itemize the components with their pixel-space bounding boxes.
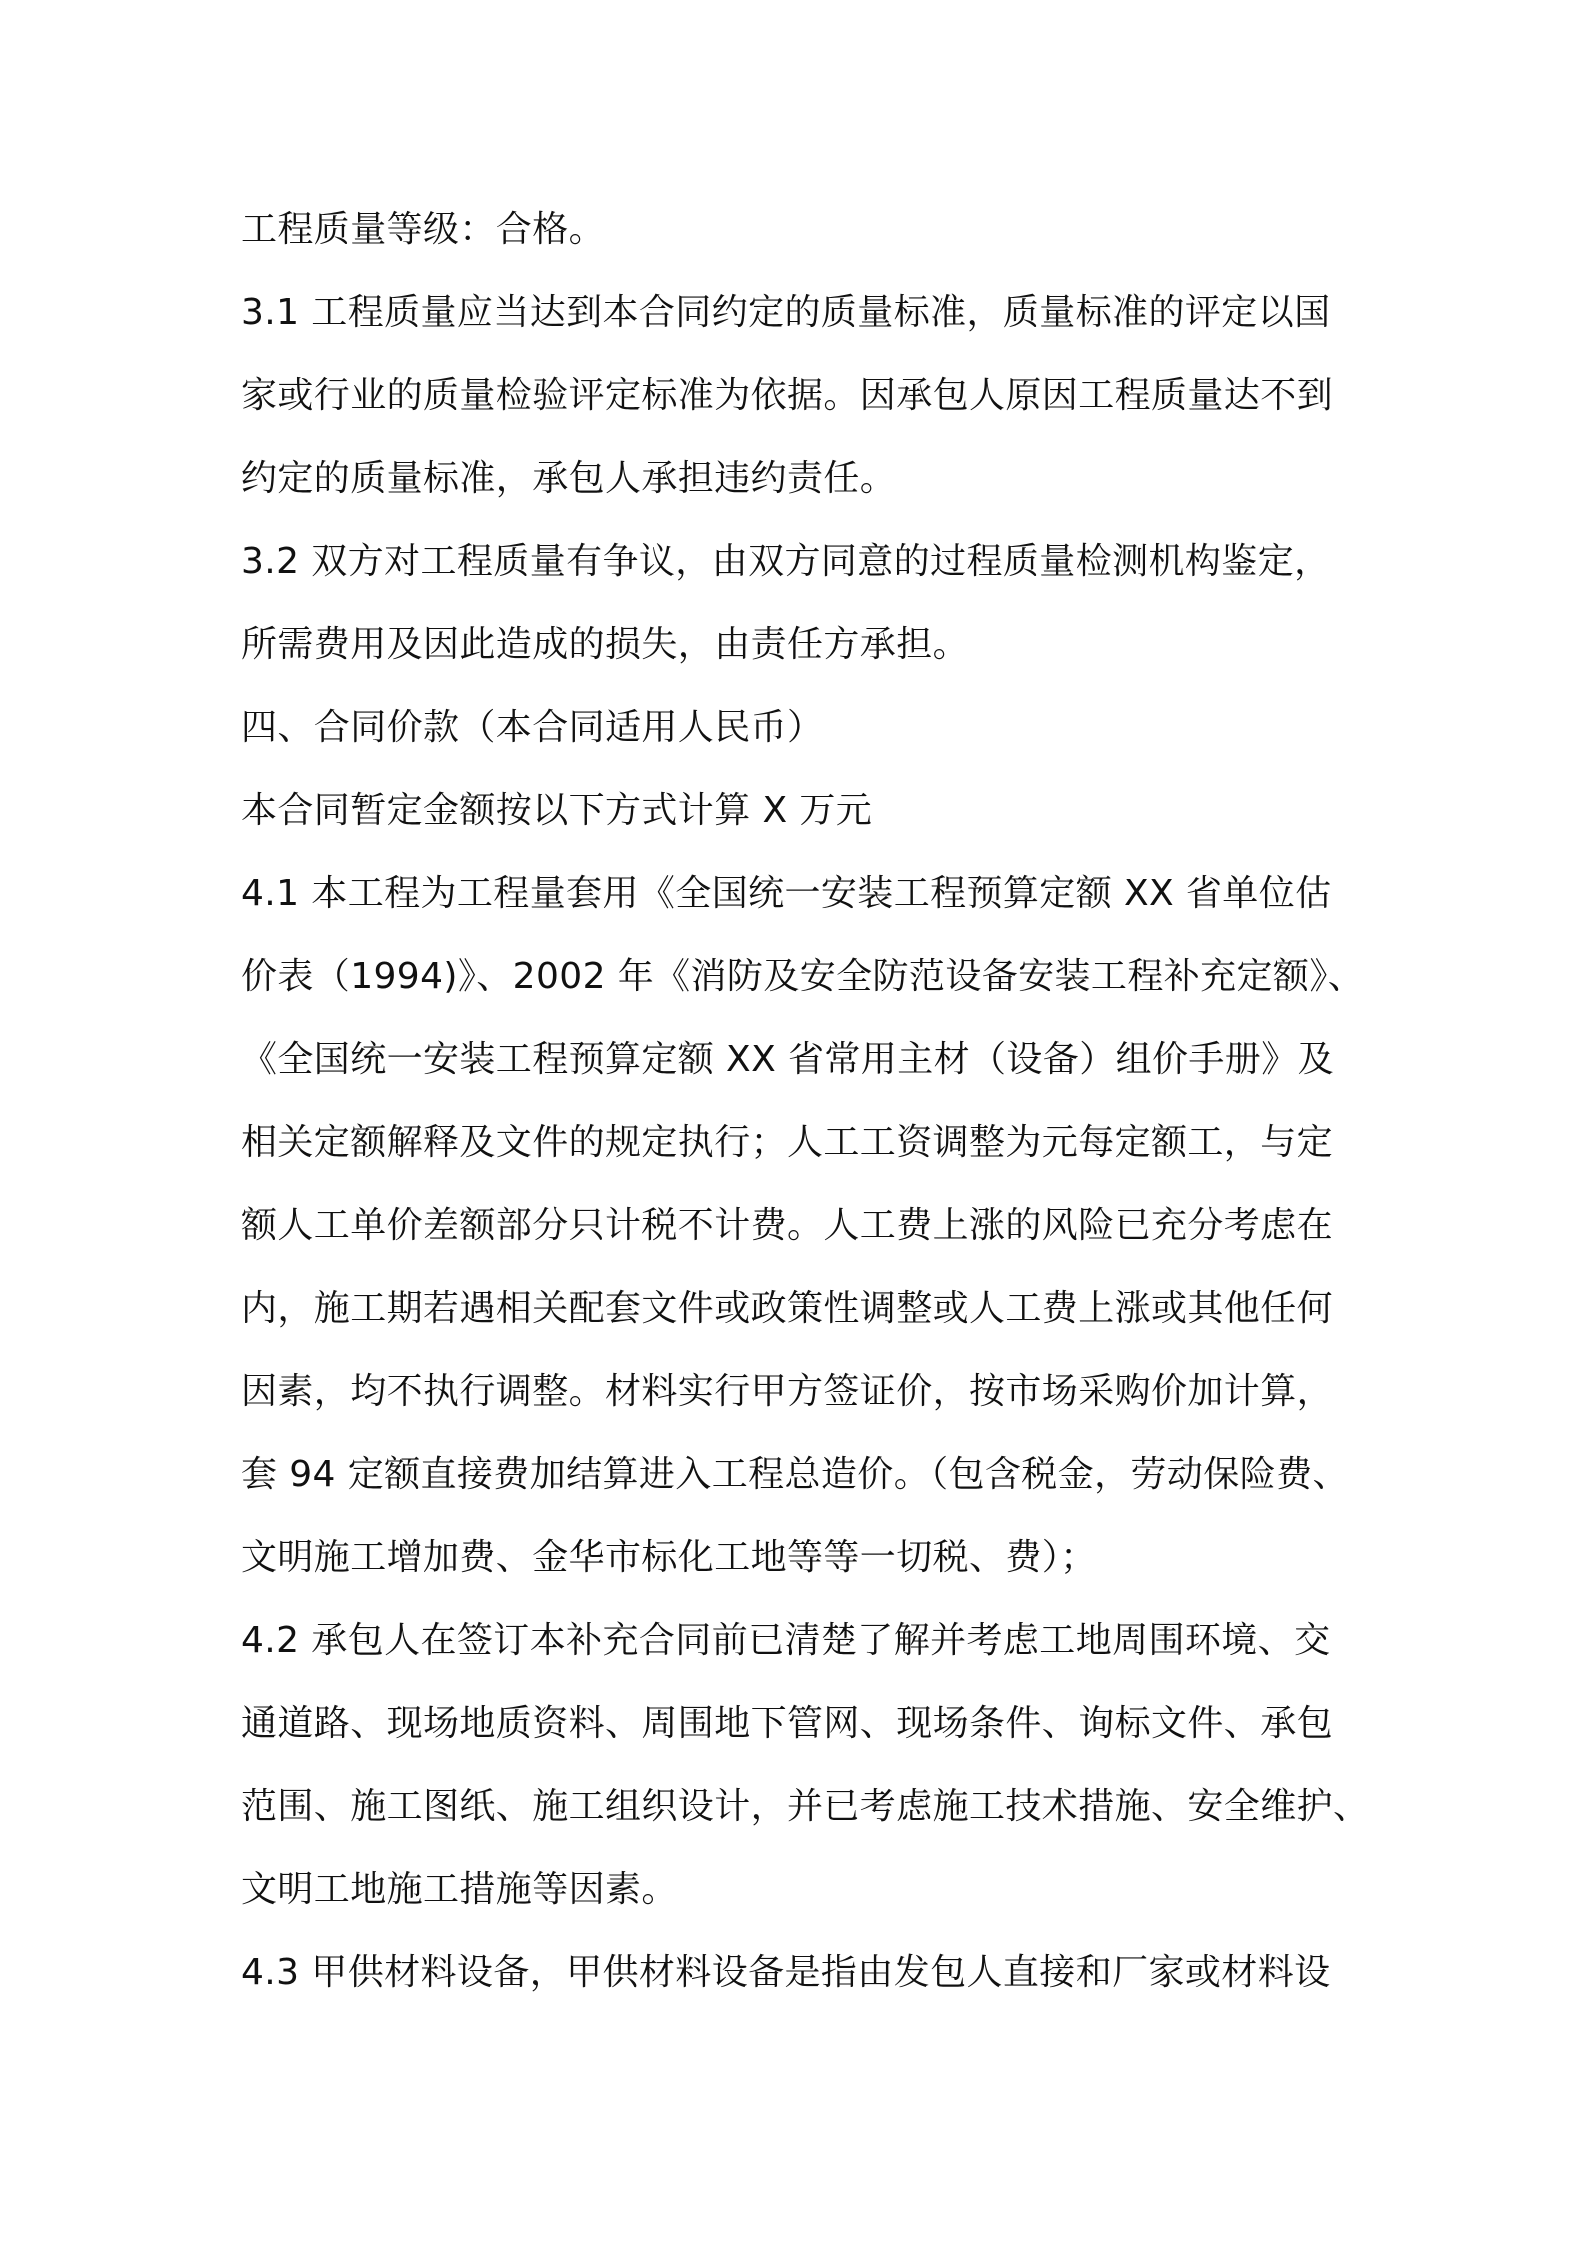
text-line-clause-3-1-b: 家或行业的质量检验评定标准为依据。因承包人原因工程质量达不到: [241, 375, 1334, 416]
section-heading-contract-price: 四、合同价款（本合同适用人民币）: [241, 707, 824, 748]
text-line-clause-4-1-g: 因素，均不执行调整。材料实行甲方签证价，按市场采购价加计算，: [241, 1371, 1334, 1412]
text-line-clause-4-1-c: 《全国统一安装工程预算定额 XX 省常用主材（设备）组价手册》及: [241, 1039, 1335, 1080]
text-line-clause-3-2-a: 3.2 双方对工程质量有争议，由双方同意的过程质量检测机构鉴定，: [241, 541, 1331, 582]
text-line-clause-4-2-c: 范围、施工图纸、施工组织设计，并已考虑施工技术措施、安全维护、: [241, 1786, 1370, 1827]
text-line-clause-4-2-b: 通道路、现场地质资料、周围地下管网、现场条件、询标文件、承包: [241, 1703, 1334, 1744]
text-line-provisional-amount: 本合同暂定金额按以下方式计算 X 万元: [241, 790, 873, 831]
text-line-quality-grade: 工程质量等级：合格。: [241, 209, 606, 250]
text-line-clause-4-2-a: 4.2 承包人在签订本补充合同前已清楚了解并考虑工地周围环境、交: [241, 1620, 1331, 1661]
text-line-clause-4-3-a: 4.3 甲供材料设备，甲供材料设备是指由发包人直接和厂家或材料设: [241, 1952, 1331, 1993]
text-line-clause-3-1-a: 3.1 工程质量应当达到本合同约定的质量标准，质量标准的评定以国: [241, 292, 1331, 333]
text-line-clause-3-2-b: 所需费用及因此造成的损失，由责任方承担。: [241, 624, 970, 665]
text-line-clause-4-1-e: 额人工单价差额部分只计税不计费。人工费上涨的风险已充分考虑在: [241, 1205, 1334, 1246]
text-line-clause-4-1-h: 套 94 定额直接费加结算进入工程总造价。（包含税金，劳动保险费、: [241, 1454, 1349, 1495]
text-line-clause-4-1-b: 价表（1994)》、2002 年《消防及安全防范设备安装工程补充定额》、: [241, 956, 1365, 997]
text-line-clause-4-1-i: 文明施工增加费、金华市标化工地等等一切税、费）；: [241, 1537, 1097, 1578]
text-line-clause-4-1-f: 内，施工期若遇相关配套文件或政策性调整或人工费上涨或其他任何: [241, 1288, 1334, 1329]
text-line-clause-3-1-c: 约定的质量标准，承包人承担违约责任。: [241, 458, 897, 499]
text-line-clause-4-2-d: 文明工地施工措施等因素。: [241, 1869, 678, 1910]
text-line-clause-4-1-d: 相关定额解释及文件的规定执行；人工工资调整为元每定额工，与定: [241, 1122, 1334, 1163]
text-line-clause-4-1-a: 4.1 本工程为工程量套用《全国统一安装工程预算定额 XX 省单位估: [241, 873, 1332, 914]
